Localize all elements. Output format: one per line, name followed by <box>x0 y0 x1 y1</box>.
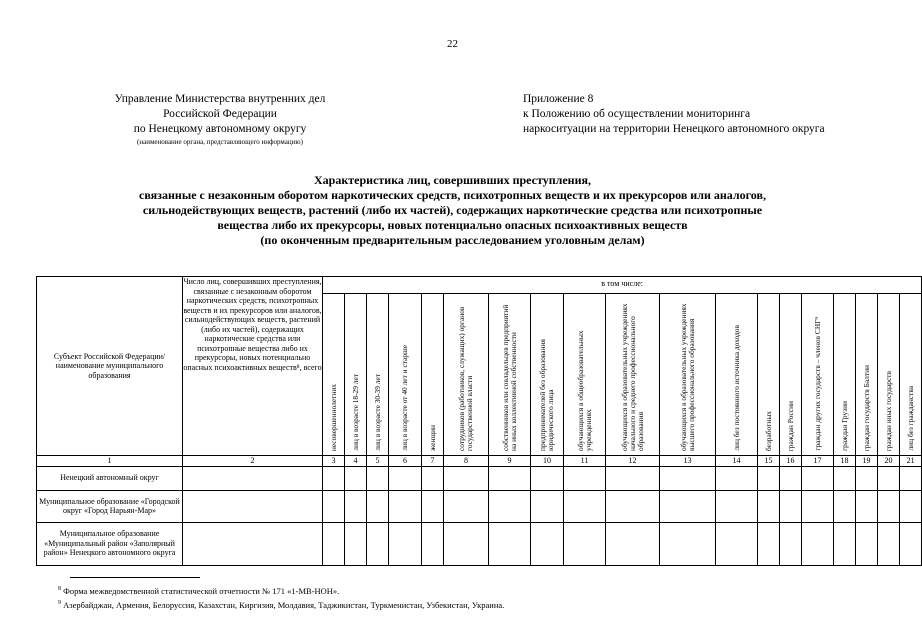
table-cell <box>606 490 660 522</box>
column-number: 1 <box>37 456 183 467</box>
table-cell <box>444 522 489 565</box>
table-cell <box>183 522 323 565</box>
table-cell <box>716 466 758 490</box>
title-line-5: (по оконченным предварительным расследованием уголовным делам) <box>260 233 645 247</box>
table-cell <box>802 490 834 522</box>
column-header <box>878 294 900 456</box>
table-cell <box>606 466 660 490</box>
title-line-4: вещества либо их прекурсоры, новых потенциально опасных психоактивных веществ <box>217 218 688 232</box>
column-header-text: граждан иных государств <box>883 370 893 451</box>
column-number: 16 <box>780 456 802 467</box>
table-cell <box>389 490 422 522</box>
document-title <box>40 173 865 248</box>
table-cell <box>716 490 758 522</box>
column-number: 20 <box>878 456 900 467</box>
table-cell <box>660 522 716 565</box>
table-cell <box>834 466 856 490</box>
table-cell <box>489 466 531 490</box>
table-cell <box>367 522 389 565</box>
column-header-text: граждан других государств – членов СНГ⁹ <box>812 317 822 451</box>
footnote-9 <box>58 598 504 611</box>
table-cell <box>834 522 856 565</box>
table-cell <box>323 490 345 522</box>
table-cell <box>389 466 422 490</box>
column-number: 15 <box>758 456 780 467</box>
table-cell <box>780 466 802 490</box>
agency-line-2: Российской Федерации <box>163 108 277 120</box>
column-header <box>716 294 758 456</box>
column-header <box>531 294 564 456</box>
column-header <box>856 294 878 456</box>
column-header-text: лиц в возрасте 30-39 лет <box>372 374 382 451</box>
row-label: Муниципальное образование «Городской округ «Город Нарьян-Мар» <box>37 490 183 522</box>
footnote-8 <box>58 584 339 597</box>
column-header-text: обучающихся в общеобразовательных учреждениях <box>575 330 593 451</box>
table-cell <box>489 490 531 522</box>
table-cell <box>389 522 422 565</box>
column-number: 3 <box>323 456 345 467</box>
table-row <box>37 490 922 522</box>
column-header <box>834 294 856 456</box>
table-cell <box>323 466 345 490</box>
table-cell <box>489 522 531 565</box>
table-row <box>37 522 922 565</box>
column-header <box>422 294 444 456</box>
column-header-text: лиц в возрасте 18-29 лет <box>350 374 360 451</box>
table-cell <box>758 490 780 522</box>
footnote-text: Форма межведомственной статистической отчетности № 171 «1-МВ-НОН». <box>63 585 340 596</box>
column-header-text: обучающихся в образовательных учреждениях высшего профессионального образования <box>678 303 696 451</box>
title-line-1: Характеристика лиц, совершивших преступления, <box>314 173 591 187</box>
title-line-3: сильнодействующих веществ, растений (либо их частей), содержащих наркотические средства или психотропные <box>142 203 763 217</box>
column-header-text: лиц без постоянного источника доходов <box>731 325 741 451</box>
column-header <box>900 294 922 456</box>
table-cell <box>878 522 900 565</box>
table-cell <box>878 466 900 490</box>
row-label: Муниципальное образование «Муниципальный район «Заполярный район» Ненецкого автономного округа <box>37 522 183 565</box>
table-cell <box>444 490 489 522</box>
table-cell <box>367 466 389 490</box>
table-cell <box>900 466 922 490</box>
table-cell <box>802 466 834 490</box>
table-cell <box>531 466 564 490</box>
table-cell <box>531 490 564 522</box>
page-number: 22 <box>447 38 458 50</box>
appendix-line-3: наркоситуации на территории Ненецкого автономного округа <box>523 123 825 135</box>
column-number: 2 <box>183 456 323 467</box>
title-line-2: связанные с незаконным оборотом наркотических средств, психотропных веществ и их прекурсоров или аналогов, <box>139 188 766 202</box>
column-number: 10 <box>531 456 564 467</box>
table-cell <box>323 522 345 565</box>
table-cell <box>758 522 780 565</box>
column-header-text: обучающихся в образовательных учреждениях начального и среднего профессионального образования <box>619 303 645 451</box>
appendix-line-2: к Положению об осуществлении мониторинга <box>523 108 751 120</box>
column-number: 12 <box>606 456 660 467</box>
column-header <box>389 294 422 456</box>
table-cell <box>422 522 444 565</box>
table-cell <box>802 522 834 565</box>
column-header <box>758 294 780 456</box>
table-row <box>37 466 922 490</box>
statistics-table <box>36 276 922 566</box>
total-count-column-header: Число лиц, совершивших преступления, связанные с незаконным оборотом наркотических средств, психотропных веществ и их прекурсоров или аналогов, сильнодействующих веществ, растений (либо их частей), содержащих наркотические средства или психотропные вещества либо их прекурсоры, новых потенциально опасных психоактивных веществ⁸, всего <box>183 277 323 456</box>
column-header-text: лиц без гражданства <box>905 386 915 451</box>
column-header-text: граждан Грузии <box>839 401 849 451</box>
table-cell <box>856 466 878 490</box>
column-number: 17 <box>802 456 834 467</box>
column-number: 11 <box>564 456 606 467</box>
table-cell <box>716 522 758 565</box>
appendix-line-1: Приложение 8 <box>523 93 594 105</box>
table-cell <box>900 522 922 565</box>
table-cell <box>856 490 878 522</box>
column-header-text: предпринимателей без образования юридического лица <box>538 339 555 451</box>
footnote-mark: 9 <box>58 600 61 606</box>
table-cell <box>660 466 716 490</box>
column-header <box>660 294 716 456</box>
column-header <box>780 294 802 456</box>
column-number: 9 <box>489 456 531 467</box>
column-number: 13 <box>660 456 716 467</box>
column-number: 18 <box>834 456 856 467</box>
table-cell <box>834 490 856 522</box>
column-header-text: несовершеннолетних <box>328 383 338 451</box>
agency-line-1: Управление Министерства внутренних дел <box>114 93 326 105</box>
subject-column-header: Субъект Российской Федерации/ наименование муниципального образования <box>37 277 183 456</box>
reporting-agency-block <box>70 92 370 147</box>
table-cell <box>564 490 606 522</box>
table-cell <box>345 522 367 565</box>
table-cell <box>367 490 389 522</box>
table-cell <box>345 490 367 522</box>
appendix-block <box>523 92 893 137</box>
footnote-mark: 8 <box>58 586 61 592</box>
column-header-text: безработных <box>763 410 773 451</box>
agency-line-3: по Ненецкому автономному округу <box>133 123 307 135</box>
table-cell <box>422 490 444 522</box>
including-header: в том числе: <box>323 277 922 294</box>
table-cell <box>444 466 489 490</box>
column-header-text: граждан государств Балтии <box>861 364 871 451</box>
table-cell <box>660 490 716 522</box>
table-cell <box>564 522 606 565</box>
table-cell <box>780 490 802 522</box>
footnote-text: Азербайджан, Армения, Белоруссия, Казахстан, Киргизия, Молдавия, Таджикистан, Туркменистан, Узбекистан, Украина. <box>63 599 505 610</box>
table-cell <box>780 522 802 565</box>
table-cell <box>345 466 367 490</box>
column-header <box>345 294 367 456</box>
column-number: 6 <box>389 456 422 467</box>
column-header-text: сотрудников (работников, служащих) органов государственной власти <box>457 306 474 451</box>
column-number: 4 <box>345 456 367 467</box>
column-number: 8 <box>444 456 489 467</box>
table-cell <box>183 466 323 490</box>
column-header <box>489 294 531 456</box>
table-cell <box>422 466 444 490</box>
column-header <box>323 294 345 456</box>
column-header <box>802 294 834 456</box>
table-cell <box>900 490 922 522</box>
column-header-text: лиц в возрасте от 40 лет и старше <box>400 345 409 451</box>
column-header-text: граждан России <box>785 400 795 451</box>
column-header <box>444 294 489 456</box>
column-number: 5 <box>367 456 389 467</box>
table-cell <box>758 466 780 490</box>
table-cell <box>564 466 606 490</box>
row-label: Ненецкий автономный округ <box>37 466 183 490</box>
table-cell <box>606 522 660 565</box>
table-cell <box>531 522 564 565</box>
column-header <box>606 294 660 456</box>
column-number-row <box>37 456 922 467</box>
footnote-separator <box>70 577 200 578</box>
column-header <box>367 294 389 456</box>
agency-caption: (наименование органа, представляющего информацию) <box>137 138 303 146</box>
column-number: 14 <box>716 456 758 467</box>
column-number: 7 <box>422 456 444 467</box>
column-header-text: женщин <box>427 425 437 451</box>
column-number: 21 <box>900 456 922 467</box>
table-cell <box>856 522 878 565</box>
table-cell <box>878 490 900 522</box>
table-cell <box>183 490 323 522</box>
column-number: 19 <box>856 456 878 467</box>
column-header-text: собственников или совладельцев предприятий на иных коллективной собственности <box>500 304 518 451</box>
column-header <box>564 294 606 456</box>
